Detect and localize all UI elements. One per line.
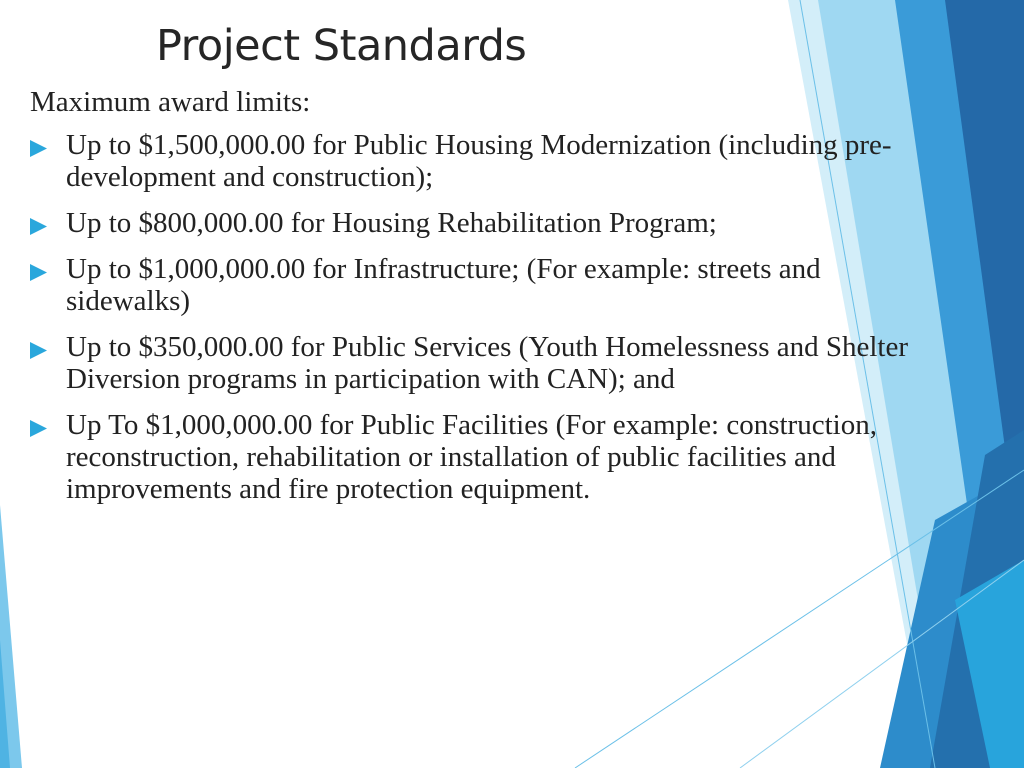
slide-title: Project Standards [156, 21, 527, 71]
triangle-right-icon [30, 140, 47, 157]
list-item [30, 409, 910, 505]
bullet-text: Up to $1,000,000.00 for Infrastructure; (For example: streets and sidewalks) [66, 253, 821, 317]
bullet-text: Up to $350,000.00 for Public Services (Youth Homelessness and Shelter Diversion programs in participation with CAN); and [66, 331, 909, 395]
bullet-text: Up to $800,000.00 for Housing Rehabilitation Program; [66, 207, 717, 239]
list-item [30, 207, 910, 239]
list-item [30, 331, 910, 395]
list-item [30, 253, 910, 317]
bullet-text: Up To $1,000,000.00 for Public Facilities (For example: construction, reconstruction, rehabilitation or installation of public facilities and improvements and fire protection equipment. [66, 409, 877, 505]
list-item [30, 129, 910, 193]
bullet-text: Up to $1,500,000.00 for Public Housing Modernization (including pre-development and construction); [66, 129, 892, 193]
triangle-right-icon [30, 264, 47, 281]
triangle-right-icon [30, 342, 47, 359]
triangle-right-icon [30, 420, 47, 437]
bullet-list [30, 129, 910, 519]
intro-text: Maximum award limits: [30, 86, 311, 118]
triangle-right-icon [30, 218, 47, 235]
